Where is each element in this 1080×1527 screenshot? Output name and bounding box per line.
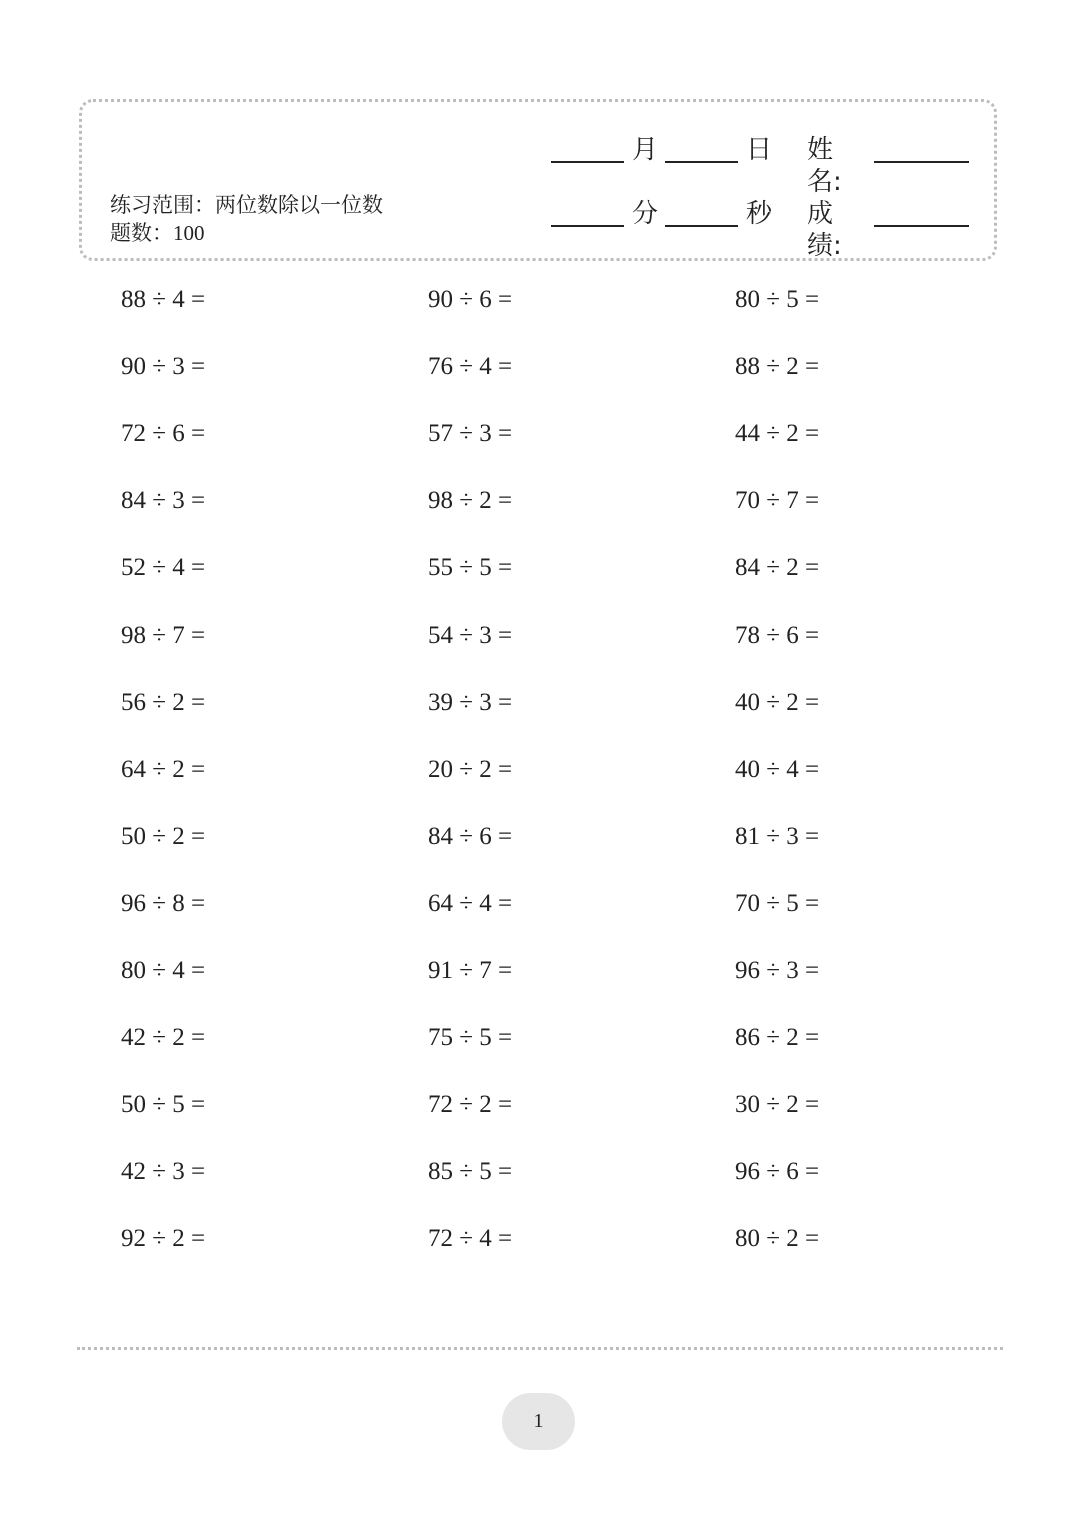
division-problem: 75 ÷ 5 =: [428, 1024, 513, 1051]
division-problem: 44 ÷ 2 =: [735, 420, 820, 447]
division-problem: 84 ÷ 2 =: [735, 554, 820, 581]
division-problem: 78 ÷ 6 =: [735, 622, 820, 649]
division-problem: 80 ÷ 5 =: [735, 286, 820, 313]
division-problem: 84 ÷ 3 =: [121, 487, 206, 514]
second-blank[interactable]: [665, 225, 738, 227]
worksheet-header: [79, 99, 997, 261]
division-problem: 70 ÷ 5 =: [735, 890, 820, 917]
division-problem: 40 ÷ 2 =: [735, 689, 820, 716]
name-label: 姓名:: [807, 135, 842, 197]
division-problem: 76 ÷ 4 =: [428, 353, 513, 380]
division-problem: 80 ÷ 2 =: [735, 1225, 820, 1252]
division-problem: 42 ÷ 2 =: [121, 1024, 206, 1051]
division-problem: 50 ÷ 2 =: [121, 823, 206, 850]
name-blank[interactable]: [874, 161, 969, 163]
division-problem: 98 ÷ 2 =: [428, 487, 513, 514]
division-problem: 40 ÷ 4 =: [735, 756, 820, 783]
division-problem: 64 ÷ 4 =: [428, 890, 513, 917]
score-blank[interactable]: [874, 225, 969, 227]
scope-label: 练习范围：两位数除以一位数: [110, 193, 383, 217]
practice-scope: [110, 191, 400, 247]
division-problem: 86 ÷ 2 =: [735, 1024, 820, 1051]
score-label: 成绩:: [807, 199, 842, 261]
month-label: 月: [632, 135, 659, 165]
division-problem: 56 ÷ 2 =: [121, 689, 206, 716]
division-problem: 55 ÷ 5 =: [428, 554, 513, 581]
minute-label: 分: [632, 199, 659, 229]
division-problem: 85 ÷ 5 =: [428, 1158, 513, 1185]
division-problem: 72 ÷ 2 =: [428, 1091, 513, 1118]
division-problem: 50 ÷ 5 =: [121, 1091, 206, 1118]
division-problem: 70 ÷ 7 =: [735, 487, 820, 514]
division-problem: 54 ÷ 3 =: [428, 622, 513, 649]
division-problem: 81 ÷ 3 =: [735, 823, 820, 850]
division-problem: 98 ÷ 7 =: [121, 622, 206, 649]
division-problem: 42 ÷ 3 =: [121, 1158, 206, 1185]
problem-count-label: 题数：: [110, 221, 173, 245]
minute-blank[interactable]: [551, 225, 624, 227]
division-problem: 52 ÷ 4 =: [121, 554, 206, 581]
page-number: 1: [502, 1393, 575, 1450]
division-problem: 30 ÷ 2 =: [735, 1091, 820, 1118]
division-problem: 96 ÷ 3 =: [735, 957, 820, 984]
problem-count-value: 100: [173, 221, 205, 245]
month-blank[interactable]: [551, 161, 624, 163]
footer-divider: [77, 1347, 1003, 1350]
division-problem: 57 ÷ 3 =: [428, 420, 513, 447]
division-problem: 88 ÷ 2 =: [735, 353, 820, 380]
division-problem: 72 ÷ 4 =: [428, 1225, 513, 1252]
division-problem: 91 ÷ 7 =: [428, 957, 513, 984]
division-problem: 72 ÷ 6 =: [121, 420, 206, 447]
division-problem: 90 ÷ 3 =: [121, 353, 206, 380]
division-problem: 88 ÷ 4 =: [121, 286, 206, 313]
day-label: 日: [746, 135, 773, 165]
division-problem: 39 ÷ 3 =: [428, 689, 513, 716]
division-problem: 96 ÷ 8 =: [121, 890, 206, 917]
division-problem: 92 ÷ 2 =: [121, 1225, 206, 1252]
division-problem: 64 ÷ 2 =: [121, 756, 206, 783]
division-problem: 90 ÷ 6 =: [428, 286, 513, 313]
division-problem: 96 ÷ 6 =: [735, 1158, 820, 1185]
division-problem: 20 ÷ 2 =: [428, 756, 513, 783]
second-label: 秒: [746, 199, 773, 229]
day-blank[interactable]: [665, 161, 738, 163]
division-problem: 80 ÷ 4 =: [121, 957, 206, 984]
division-problem: 84 ÷ 6 =: [428, 823, 513, 850]
